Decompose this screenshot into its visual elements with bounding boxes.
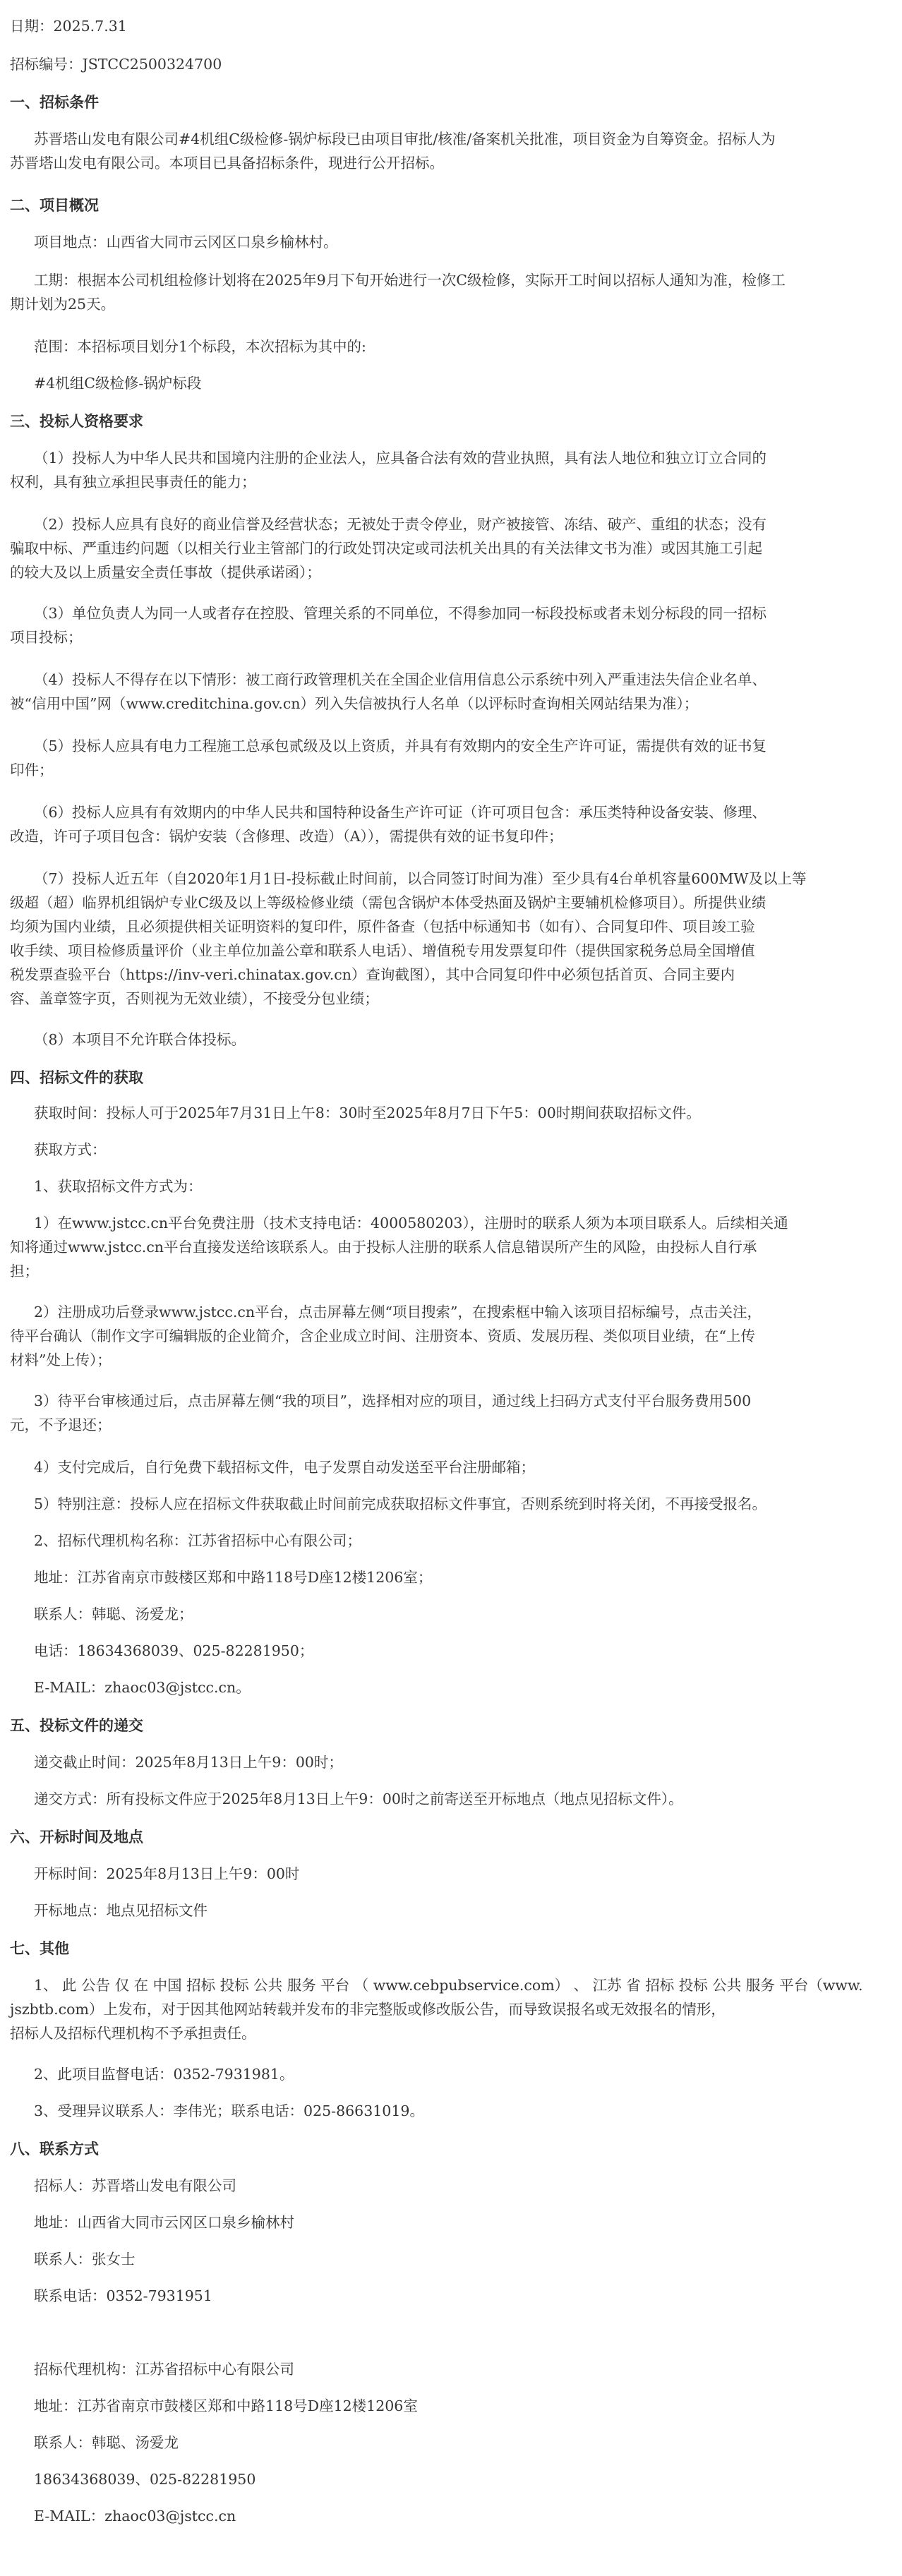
- section-heading-bid-conditions: 一、招标条件: [10, 94, 99, 111]
- qualification-item-3: （3）单位负责人为同一人或者存在控股、管理关系的不同单位，不得参加同一标段投标或者未划分标段的同一招标 项目投标；: [10, 605, 767, 646]
- qualification-item-8: （8）本项目不允许联合体投标。: [34, 1031, 246, 1048]
- obtain-method-intro: 1、获取招标文件方式为：: [34, 1178, 203, 1195]
- agent-address: 地址：江苏省南京市鼓楼区郑和中路118号D座12楼1206室: [34, 2397, 418, 2414]
- opening-time: 开标时间：2025年8月13日上午9：00时: [34, 1865, 300, 1882]
- other-item-1: 1、 此 公告 仅 在 中国 招标 投标 公共 服务 平台 （ www.cebpubservice.com） 、 江苏 省 招标 投标 公共 服务 平台（www. jszbtb.com）上发布，对于因其他网站转载并发布的非完整版或修改版公告，而导致误报名或无效报名的情形， 招标人及招标代理机构不予承担责任。: [10, 1977, 863, 2042]
- other-item-3: 3、受理异议联系人：李伟光；联系电话：025-86631019。: [34, 2102, 424, 2119]
- agency-address: 地址：江苏省南京市鼓楼区郑和中路118号D座12楼1206室；: [34, 1569, 433, 1586]
- qualification-item-4: （4）投标人不得存在以下情形：被工商行政管理机关在全国企业信用信息公示系统中列入严重违法失信企业名单、 被“信用中国”网（www.creditchina.gov.cn）列入失信被执行人名单（以评标时查询相关网站结果为准）；: [10, 671, 767, 712]
- obtain-step-4: 4）支付完成后，自行免费下载招标文件，电子发票自动发送至平台注册邮箱；: [34, 1459, 536, 1476]
- section-heading-obtain-documents: 四、招标文件的获取: [10, 1069, 143, 1086]
- bid-conditions-paragraph: 苏晋塔山发电有限公司#4机组C级检修-锅炉标段已由项目审批/核准/备案机关批准，项目资金为自筹资金。招标人为 苏晋塔山发电有限公司。本项目已具备招标条件，现进行公开招标。: [10, 131, 776, 171]
- bid-number-line: 招标编号：JSTCC2500324700: [10, 56, 222, 73]
- obtain-step-3: 3）待平台审核通过后，点击屏幕左侧“我的项目”，选择相对应的项目，通过线上扫码方式支付平台服务费用500 元，不予退还；: [10, 1392, 752, 1433]
- section-heading-submission: 五、投标文件的递交: [10, 1717, 143, 1734]
- other-item-2: 2、此项目监督电话：0352-7931981。: [34, 2066, 294, 2083]
- qualification-item-2: （2）投标人应具有良好的商业信誉及经营状态；无被处于责令停业，财产被接管、冻结、破产、重组的状态；没有 骗取中标、严重违约问题（以相关行业主管部门的行政处罚决定或司法机关出具的有关法律文书为准）或因其施工引起 的较大及以上质量安全责任事故（提供承诺函）；: [10, 516, 767, 581]
- date-line: 日期：2025.7.31: [10, 18, 127, 35]
- qualification-item-1: （1）投标人为中华人民共和国境内注册的企业法人，应具备合法有效的营业执照，具有法人地位和独立订立合同的 权利，具有独立承担民事责任的能力；: [10, 450, 767, 490]
- qualification-item-6: （6）投标人应具有有效期内的中华人民共和国特种设备生产许可证（许可项目包含：承压类特种设备安装、修理、 改造，许可子项目包含：锅炉安装（含修理、改造）（A）），需提供有效的证书复印件；: [10, 804, 767, 845]
- section-heading-opening: 六、开标时间及地点: [10, 1829, 143, 1846]
- agency-phone: 电话：18634368039、025-82281950；: [34, 1642, 314, 1659]
- project-period: 工期：根据本公司机组检修计划将在2025年9月下旬开始进行一次C级检修，实际开工时间以招标人通知为准，检修工 期计划为25天。: [10, 272, 786, 313]
- opening-place: 开标地点：地点见招标文件: [34, 1902, 208, 1919]
- obtain-step-5: 5）特别注意：投标人应在招标文件获取截止时间前完成获取招标文件事宜，否则系统到时将关闭，不再接受报名。: [34, 1495, 767, 1512]
- section-heading-other: 七、其他: [10, 1940, 69, 1957]
- tenderer-address: 地址：山西省大同市云冈区口泉乡榆林村: [34, 2214, 294, 2231]
- agency-email: E-MAIL：zhaoc03@jstcc.cn。: [34, 1679, 251, 1696]
- project-location: 项目地点：山西省大同市云冈区口泉乡榆林村。: [34, 234, 338, 251]
- section-heading-qualifications: 三、投标人资格要求: [10, 413, 143, 430]
- qualification-item-5: （5）投标人应具有电力工程施工总承包贰级及以上资质，并具有有效期内的安全生产许可证，需提供有效的证书复 印件；: [10, 738, 767, 778]
- section-heading-contacts: 八、联系方式: [10, 2141, 99, 2157]
- agency-contact: 联系人：韩聪、汤爱龙；: [34, 1606, 193, 1623]
- agent-contact: 联系人：韩聪、汤爱龙: [34, 2434, 179, 2451]
- obtain-time: 获取时间：投标人可于2025年7月31日上午8：30时至2025年8月7日下午5：00时期间获取招标文件。: [34, 1105, 701, 1121]
- project-scope: 范围：本招标项目划分1个标段，本次招标为其中的:: [34, 338, 366, 355]
- agent-phone: 18634368039、025-82281950: [34, 2471, 256, 2488]
- tenderer-contact: 联系人：张女士: [34, 2251, 136, 2268]
- submission-deadline: 递交截止时间：2025年8月13日上午9：00时；: [34, 1754, 343, 1771]
- agency-name: 2、招标代理机构名称：江苏省招标中心有限公司；: [34, 1532, 362, 1549]
- tenderer-phone: 联系电话：0352-7931951: [34, 2287, 212, 2304]
- project-lot: #4机组C级检修-锅炉标段: [34, 375, 202, 392]
- submission-method: 递交方式：所有投标文件应于2025年8月13日上午9：00时之前寄送至开标地点（地点见招标文件）。: [34, 1790, 683, 1807]
- obtain-method-label: 获取方式：: [34, 1141, 107, 1158]
- obtain-step-2: 2）注册成功后登录www.jstcc.cn平台，点击屏幕左侧“项目搜索”，在搜索框中输入该项目招标编号，点击关注， 待平台确认（制作文字可编辑版的企业简介，含企业成立时间、注册资本、资质、发展历程、类似项目业绩，在“上传 材料”处上传）；: [10, 1304, 762, 1368]
- obtain-step-1: 1）在www.jstcc.cn平台免费注册（技术支持电话：4000580203），注册时的联系人须为本项目联系人。后续相关通 知将通过www.jstcc.cn平台直接发送给该联系人。由于投标人注册的联系人信息错误所产生的风险，由投标人自行承 担；: [10, 1215, 788, 1280]
- tenderer-name: 招标人：苏晋塔山发电有限公司: [34, 2177, 236, 2194]
- section-heading-project-overview: 二、项目概况: [10, 197, 99, 214]
- agent-name: 招标代理机构：江苏省招标中心有限公司: [34, 2361, 294, 2378]
- agent-email: E-MAIL：zhaoc03@jstcc.cn: [34, 2508, 236, 2524]
- qualification-item-7: （7）投标人近五年（自2020年1月1日-投标截止时间前，以合同签订时间为准）至少具有4台单机容量600MW及以上等 级超（超）临界机组锅炉专业C级及以上等级检修业绩（需包含锅炉本体受热面及锅炉主要辅机检修项目）。所提供业绩 均须为国内业绩，且必须提供相关证明资料的复印件，原件备查（包括中标通知书（如有）、合同复印件、项目竣工验 收手续、项目检修质量评价（业主单位加盖公章和联系人电话）、增值税专用发票复印件（提供国家税务总局全国增值 税发票查验平台（https://inv-veri.chinatax.gov.cn）查询截图），其中合同复印件中必须包括首页、合同主要内 容、盖章签字页，否则视为无效业绩），不接受分包业绩；: [10, 870, 807, 1007]
